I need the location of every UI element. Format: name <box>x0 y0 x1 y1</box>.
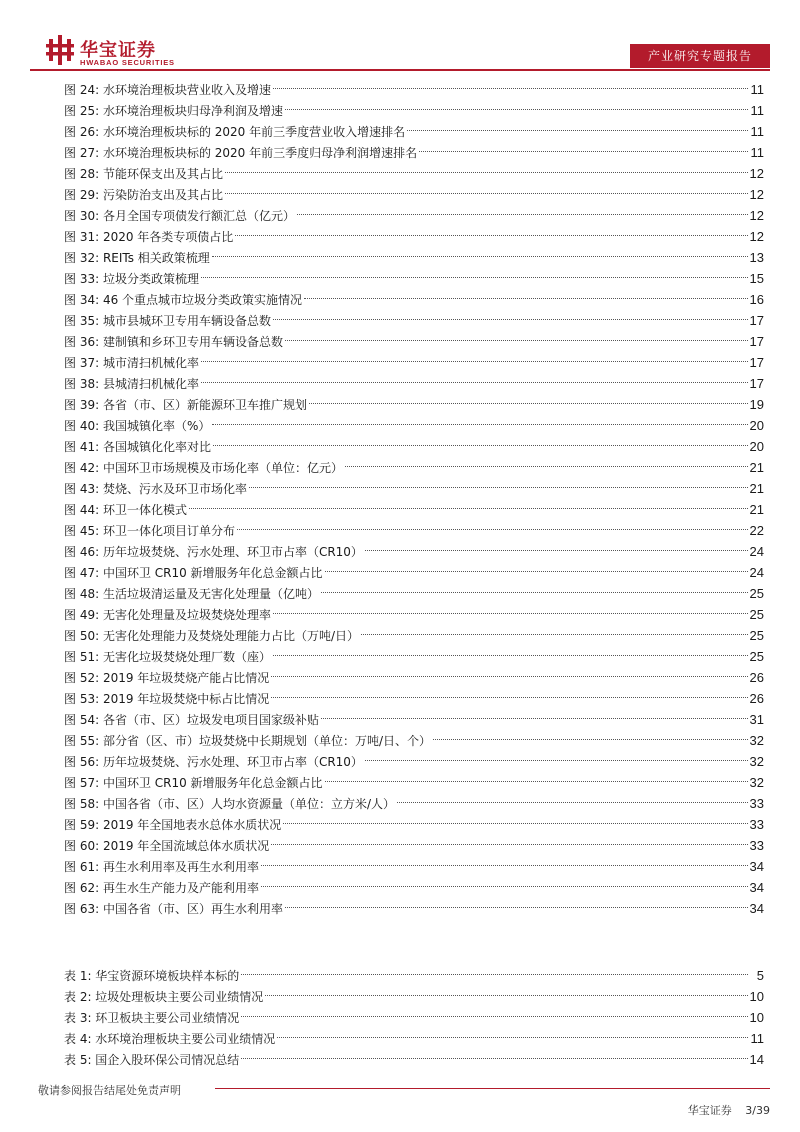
toc-entry-page[interactable]: 12 <box>749 208 764 223</box>
toc-entry-title[interactable]: 图 47: 中国环卫 CR10 新增服务年化总金额占比 <box>64 566 323 580</box>
toc-entry-page[interactable]: 11 <box>750 82 764 97</box>
toc-entry-title[interactable]: 图 63: 中国各省（市、区）再生水利用率 <box>64 902 283 916</box>
toc-entry-title[interactable]: 图 39: 各省（市、区）新能源环卫车推广规划 <box>64 398 307 412</box>
toc-entry-title[interactable]: 图 48: 生活垃圾清运量及无害化处理量（亿吨） <box>64 587 319 601</box>
toc-entry-title[interactable]: 图 26: 水环境治理板块标的 2020 年前三季度营业收入增速排名 <box>64 125 406 139</box>
toc-entry-page[interactable]: 33 <box>749 817 764 832</box>
toc-entry-page[interactable]: 32 <box>749 733 764 748</box>
hwabao-logo-icon <box>46 35 74 65</box>
toc-entry-title[interactable]: 图 51: 无害化垃圾焚烧处理厂数（座） <box>64 650 271 664</box>
toc-entry-title[interactable]: 图 31: 2020 年各类专项债占比 <box>64 230 234 244</box>
toc-entry-title[interactable]: 图 42: 中国环卫市场规模及市场化率（单位：亿元） <box>64 461 343 475</box>
toc-entry-title[interactable]: 图 50: 无害化处理能力及焚烧处理能力占比（万吨/日） <box>64 629 359 643</box>
toc-entry-title[interactable]: 图 52: 2019 年垃圾焚烧产能占比情况 <box>64 671 270 685</box>
dot-leader <box>283 808 747 829</box>
dot-leader <box>285 325 748 346</box>
dot-leader <box>201 367 748 388</box>
toc-entry-title[interactable]: 图 46: 历年垃圾焚烧、污水处理、环卫市占率（CR10） <box>64 545 363 559</box>
toc-entry-title[interactable]: 图 27: 水环境治理板块标的 2020 年前三季度归母净利润增速排名 <box>64 146 418 160</box>
dot-leader <box>345 451 748 472</box>
dot-leader <box>407 115 748 136</box>
dot-leader <box>265 980 747 1001</box>
dot-leader <box>273 73 748 94</box>
dot-leader <box>285 94 748 115</box>
toc-entry-title[interactable]: 表 4: 水环境治理板块主要公司业绩情况 <box>64 1032 276 1046</box>
toc-entry-page[interactable]: 22 <box>749 523 764 538</box>
toc-entry-page[interactable]: 25 <box>749 607 764 622</box>
dot-leader <box>273 640 748 661</box>
toc-entry-title[interactable]: 表 2: 垃圾处理板块主要公司业绩情况 <box>64 990 264 1004</box>
dot-leader <box>309 388 748 409</box>
toc-entry-page[interactable]: 33 <box>749 838 764 853</box>
dot-leader <box>365 745 748 766</box>
toc-entry-page[interactable]: 17 <box>749 355 764 370</box>
toc-entry-page[interactable]: 32 <box>749 775 764 790</box>
dot-leader <box>249 472 748 493</box>
dot-leader <box>241 1001 747 1022</box>
dot-leader <box>365 535 748 556</box>
toc-entry-title[interactable]: 表 3: 环卫板块主要公司业绩情况 <box>64 1011 240 1025</box>
toc-entry-page[interactable]: 15 <box>749 271 764 286</box>
table-index-list <box>64 959 764 1067</box>
toc-entry-title[interactable]: 图 32: REITs 相关政策梳理 <box>64 251 210 265</box>
dot-leader <box>235 220 747 241</box>
toc-entry-page[interactable]: 20 <box>749 418 764 433</box>
dot-leader <box>261 871 748 892</box>
dot-leader <box>271 682 747 703</box>
toc-entry-title[interactable]: 图 37: 城市清扫机械化率 <box>64 356 199 370</box>
figure-toc-entry[interactable] <box>64 73 764 97</box>
toc-entry-title[interactable]: 图 55: 部分省（区、市）垃圾焚烧中长期规划（单位：万吨/日、个） <box>64 734 431 748</box>
toc-entry-title[interactable]: 图 41: 各国城镇化化率对比 <box>64 440 211 454</box>
toc-entry-page[interactable]: 10 <box>749 1010 764 1025</box>
dot-leader <box>285 892 748 913</box>
toc-entry-title[interactable]: 图 35: 城市县城环卫专用车辆设备总数 <box>64 314 271 328</box>
company-logo <box>46 35 206 69</box>
toc-entry-title[interactable]: 图 45: 环卫一体化项目订单分布 <box>64 524 235 538</box>
header-divider <box>30 69 770 71</box>
figure-index-list <box>64 73 764 916</box>
toc-entry-page[interactable]: 14 <box>749 1052 764 1067</box>
toc-entry-page[interactable]: 17 <box>749 313 764 328</box>
toc-entry-page[interactable]: 25 <box>749 649 764 664</box>
toc-entry-title[interactable]: 图 29: 污染防治支出及其占比 <box>64 188 223 202</box>
dot-leader <box>304 283 748 304</box>
toc-entry-page[interactable]: 26 <box>749 691 764 706</box>
toc-entry-page[interactable]: 17 <box>749 376 764 391</box>
toc-entry-page[interactable]: 19 <box>749 397 764 412</box>
dot-leader <box>241 1043 747 1064</box>
dot-leader <box>237 514 748 535</box>
toc-entry-title[interactable]: 表 1: 华宝资源环境板块样本标的 <box>64 969 240 983</box>
page-header <box>0 0 800 72</box>
toc-entry-page[interactable]: 5 <box>756 968 764 983</box>
toc-entry-page[interactable]: 10 <box>749 989 764 1004</box>
toc-entry-title[interactable]: 图 24: 水环境治理板块营业收入及增速 <box>64 83 271 97</box>
toc-entry-page[interactable]: 33 <box>749 796 764 811</box>
toc-entry-page[interactable]: 34 <box>749 880 764 895</box>
dot-leader <box>201 262 748 283</box>
toc-entry-page[interactable]: 20 <box>749 439 764 454</box>
logo-chinese-name: 华宝证券 <box>80 40 156 61</box>
toc-entry-page[interactable]: 12 <box>749 229 764 244</box>
dot-leader <box>273 598 748 619</box>
toc-entry-page[interactable]: 26 <box>749 670 764 685</box>
dot-leader <box>321 703 748 724</box>
toc-entry-title[interactable]: 图 25: 水环境治理板块归母净利润及增速 <box>64 104 283 118</box>
dot-leader <box>273 304 748 325</box>
dot-leader <box>271 661 747 682</box>
dot-leader <box>277 1022 748 1043</box>
toc-entry-title[interactable]: 图 62: 再生水生产能力及产能利用率 <box>64 881 259 895</box>
toc-entry-title[interactable]: 图 44: 环卫一体化模式 <box>64 503 187 517</box>
toc-entry-title[interactable]: 图 53: 2019 年垃圾焚烧中标占比情况 <box>64 692 270 706</box>
toc-entry-title[interactable]: 图 61: 再生水利用率及再生水利用率 <box>64 860 259 874</box>
toc-entry-title[interactable]: 图 58: 中国各省（市、区）人均水资源量（单位：立方米/人） <box>64 797 395 811</box>
dot-leader <box>213 430 748 451</box>
toc-entry-page[interactable]: 11 <box>750 1031 764 1046</box>
toc-entry-page[interactable]: 16 <box>749 292 764 307</box>
toc-entry-page[interactable]: 24 <box>749 565 764 580</box>
toc-entry-page[interactable]: 34 <box>749 859 764 874</box>
toc-entry-page[interactable]: 11 <box>750 145 764 160</box>
dot-leader <box>419 136 748 157</box>
page-number: 3/39 <box>745 1104 770 1117</box>
toc-entry-title[interactable]: 图 49: 无害化处理量及垃圾焚烧处理率 <box>64 608 271 622</box>
dot-leader <box>189 493 748 514</box>
toc-entry-page[interactable]: 25 <box>749 586 764 601</box>
toc-entry-page[interactable]: 32 <box>749 754 764 769</box>
toc-entry-title[interactable]: 图 36: 建制镇和乡环卫专用车辆设备总数 <box>64 335 283 349</box>
toc-entry-page[interactable]: 24 <box>749 544 764 559</box>
toc-entry-title[interactable]: 图 54: 各省（市、区）垃圾发电项目国家级补贴 <box>64 713 319 727</box>
dot-leader <box>225 157 748 178</box>
toc-entry-title[interactable]: 图 28: 节能环保支出及其占比 <box>64 167 223 181</box>
page-footer <box>0 1080 800 1132</box>
dot-leader <box>325 556 748 577</box>
footer-company-name: 华宝证券 <box>687 1104 732 1117</box>
table-toc-entry[interactable] <box>64 959 764 983</box>
toc-entry-title[interactable]: 图 40: 我国城镇化率（%） <box>64 419 211 433</box>
toc-entry-title[interactable]: 图 59: 2019 年全国地表水总体水质状况 <box>64 818 282 832</box>
dot-leader <box>321 577 748 598</box>
dot-leader <box>241 959 748 980</box>
toc-entry-title[interactable]: 图 56: 历年垃圾焚烧、污水处理、环卫市占率（CR10） <box>64 755 363 769</box>
toc-entry-title[interactable]: 图 57: 中国环卫 CR10 新增服务年化总金额占比 <box>64 776 323 790</box>
toc-entry-title[interactable]: 图 30: 各月全国专项债发行额汇总（亿元） <box>64 209 295 223</box>
footer-divider <box>215 1088 770 1089</box>
toc-entry-title[interactable]: 图 34: 46 个重点城市垃圾分类政策实施情况 <box>64 293 303 307</box>
toc-entry-page[interactable]: 21 <box>749 502 764 517</box>
toc-entry-page[interactable]: 11 <box>750 103 764 118</box>
toc-entry-title[interactable]: 图 60: 2019 年全国流域总体水质状况 <box>64 839 270 853</box>
toc-entry-page[interactable]: 13 <box>749 250 764 265</box>
toc-entry-page[interactable]: 34 <box>749 901 764 916</box>
toc-entry-page[interactable]: 21 <box>749 481 764 496</box>
dot-leader <box>297 199 748 220</box>
toc-entry-page[interactable]: 25 <box>749 628 764 643</box>
dot-leader <box>433 724 748 745</box>
toc-entry-title[interactable]: 图 43: 焚烧、污水及环卫市场化率 <box>64 482 247 496</box>
dot-leader <box>212 409 747 430</box>
footer-company-page <box>600 1102 770 1118</box>
toc-entry-page[interactable]: 11 <box>750 124 764 139</box>
dot-leader <box>212 241 748 262</box>
toc-entry-page[interactable]: 12 <box>749 166 764 181</box>
dot-leader <box>361 619 748 640</box>
toc-entry-page[interactable]: 17 <box>749 334 764 349</box>
dot-leader <box>225 178 748 199</box>
dot-leader <box>261 850 748 871</box>
toc-entry-page[interactable]: 21 <box>749 460 764 475</box>
toc-entry-title[interactable]: 表 5: 国企入股环保公司情况总结 <box>64 1053 240 1067</box>
toc-entry-title[interactable]: 图 33: 垃圾分类政策梳理 <box>64 272 199 286</box>
dot-leader <box>397 787 748 808</box>
dot-leader <box>271 829 747 850</box>
toc-entry-page[interactable]: 31 <box>749 712 764 727</box>
report-type-badge: 产业研究专题报告 <box>630 44 770 68</box>
dot-leader <box>325 766 748 787</box>
dot-leader <box>201 346 748 367</box>
toc-entry-page[interactable]: 12 <box>749 187 764 202</box>
toc-entry-title[interactable]: 图 38: 县城清扫机械化率 <box>64 377 199 391</box>
logo-english-name: HWABAO SECURITIES <box>80 58 175 67</box>
disclaimer-note: 敬请参阅报告结尾处免责声明 <box>38 1084 181 1097</box>
